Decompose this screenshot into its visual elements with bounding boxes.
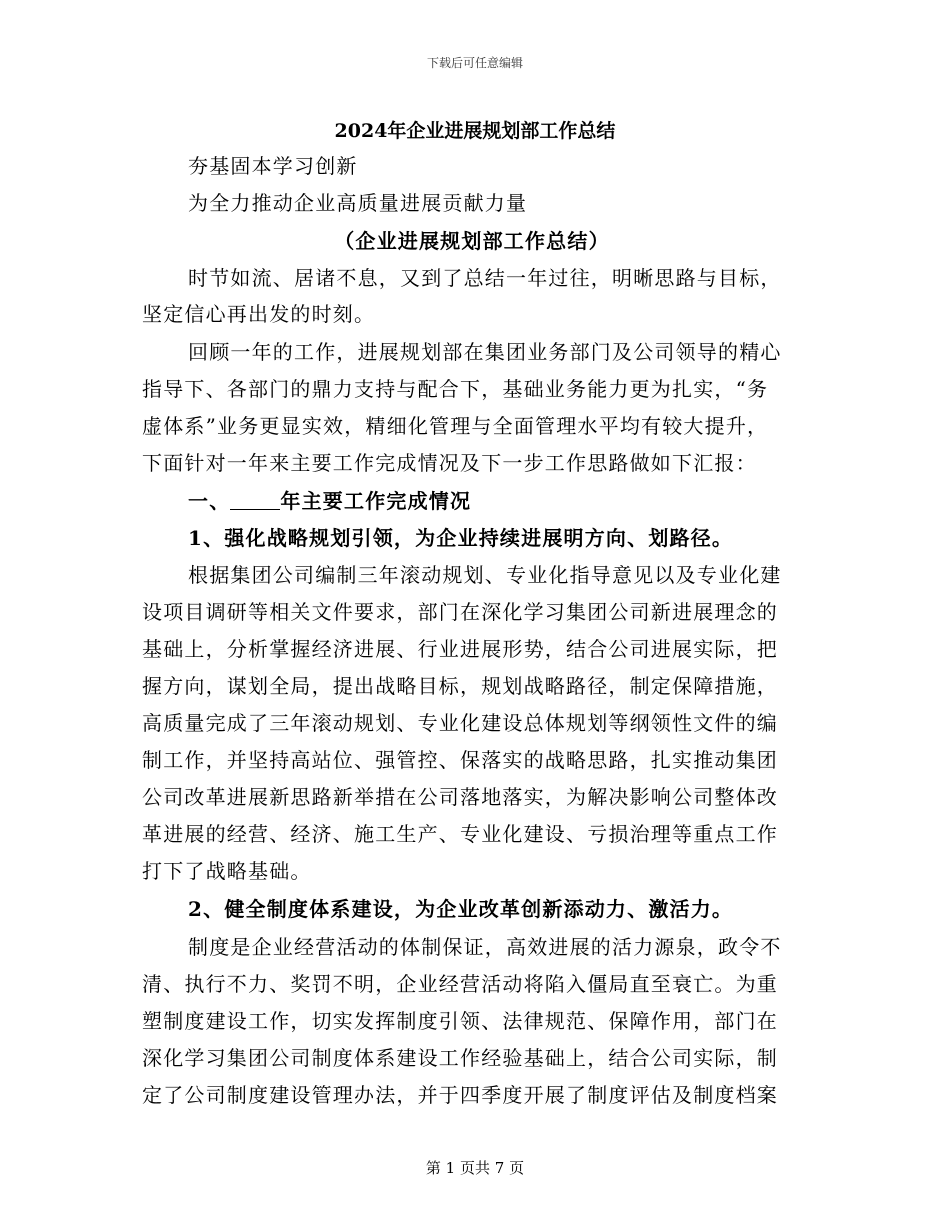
section-1-suffix: 年主要工作完成情况 bbox=[280, 489, 472, 513]
document-body bbox=[142, 0, 802, 1230]
item-1-line-5: 高质量完成了三年滚动规划、专业化建设总体规划等纲领性文件的编 bbox=[142, 711, 778, 735]
review-line-1: 回顾一年的工作，进展规划部在集团业务部门及公司领导的精心 bbox=[188, 340, 782, 364]
item-1-line-9: 打下了战略基础。 bbox=[142, 859, 312, 883]
item-1-line-3: 基础上，分析掌握经济进展、行业进展形势，结合公司进展实际，把 bbox=[142, 637, 778, 661]
item-1-line-4: 握方向，谋划全局，提出战略目标，规划战略路径，制定保障措施， bbox=[142, 674, 778, 698]
item-2-line-2: 清、执行不力、奖罚不明，企业经营活动将陷入僵局直至衰亡。为重 bbox=[142, 972, 778, 996]
document-title: 2024年企业进展规划部工作总结 bbox=[334, 120, 616, 142]
item-1-line-8: 革进展的经营、经济、施工生产、专业化建设、亏损治理等重点工作 bbox=[142, 822, 778, 846]
item-1-line-6: 制工作，并坚持高站位、强管控、保落实的战略思路，扎实推动集团 bbox=[142, 748, 778, 772]
item-2-line-5: 定了公司制度建设管理办法，并于四季度开展了制度评估及制度档案 bbox=[142, 1083, 778, 1107]
page-number: 第 1 页共 7 页 bbox=[425, 1159, 525, 1177]
section-1-prefix: 一、 bbox=[188, 489, 231, 513]
subtitle-line-2: 为全力推动企业高质量进展贡献力量 bbox=[188, 191, 528, 215]
review-line-4: 下面针对一年来主要工作完成情况及下一步工作思路做如下汇报： bbox=[142, 451, 757, 475]
intro-line-1: 时节如流、居诸不息，又到了总结一年过往，明晰思路与目标， bbox=[188, 266, 782, 290]
intro-line-2: 坚定信心再出发的时刻。 bbox=[142, 302, 376, 326]
item-1-line-1: 根据集团公司编制三年滚动规划、专业化指导意见以及专业化建 bbox=[188, 563, 782, 587]
item-2-line-1: 制度是企业经营活动的体制保证，高效进展的活力源泉，政令不 bbox=[188, 935, 782, 959]
item-2-line-3: 塑制度建设工作，切实发挥制度引领、法律规范、保障作用，部门在 bbox=[142, 1009, 778, 1033]
item-2-line-4: 深化学习集团公司制度体系建设工作经验基础上，结合公司实际，制 bbox=[142, 1046, 778, 1070]
review-line-3: 虚体系”业务更显实效，精细化管理与全面管理水平均有较大提升， bbox=[142, 414, 769, 438]
item-2-heading: 2、健全制度体系建设，为企业改革创新添动力、激活力。 bbox=[188, 897, 734, 921]
subtitle-paren: （企业进展规划部工作总结） bbox=[334, 229, 610, 253]
subtitle-line-1: 夯基固本学习创新 bbox=[188, 154, 358, 178]
review-line-2: 指导下、各部门的鼎力支持与配合下，基础业务能力更为扎实，“务 bbox=[142, 377, 769, 401]
item-1-heading: 1、强化战略规划引领，为企业持续进展明方向、划路径。 bbox=[188, 526, 734, 550]
section-1-heading bbox=[188, 485, 471, 514]
item-1-line-2: 设项目调研等相关文件要求，部门在深化学习集团公司新进展理念的 bbox=[142, 600, 778, 624]
item-1-line-7: 公司改革进展新思路新举措在公司落地落实，为解决影响公司整体改 bbox=[142, 785, 778, 809]
year-blank bbox=[230, 491, 280, 510]
header-note: 下载后可任意编辑 bbox=[426, 56, 523, 70]
